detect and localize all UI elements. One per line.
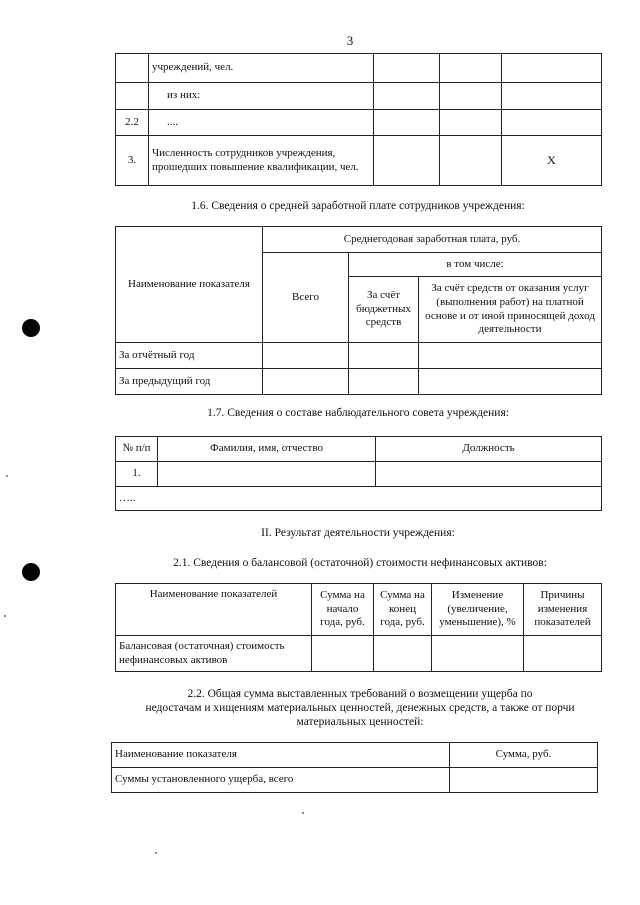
- row-label: из них:: [149, 83, 374, 110]
- row-label: За предыдущий год: [116, 369, 263, 395]
- cell: [440, 136, 502, 186]
- header-paid-services: За счёт средств от оказания услуг (выполнения работ) на платной основе и от иной приносящей доход деятельности: [419, 277, 602, 343]
- cell: [376, 462, 602, 487]
- cell: [440, 54, 502, 83]
- cell: [419, 369, 602, 395]
- cell: [502, 110, 602, 136]
- cell: [502, 54, 602, 83]
- header-sum: Сумма, руб.: [450, 743, 598, 768]
- damage-claims-table: [111, 742, 598, 793]
- table-row: [116, 343, 602, 369]
- cell: [440, 83, 502, 110]
- table-row: [116, 369, 602, 395]
- section-2-title: II. Результат деятельности учреждения:: [261, 527, 455, 539]
- cell: [524, 636, 602, 672]
- row-number: 1.: [116, 462, 158, 487]
- header-position: Должность: [376, 437, 602, 462]
- cell: [263, 343, 349, 369]
- row-label: Суммы установленного ущерба, всего: [112, 768, 450, 793]
- header-end-sum: Сумма на конец года, руб.: [374, 584, 432, 636]
- staff-table-continuation: [115, 53, 602, 186]
- header-salary-group: Среднегодовая заработная плата, руб.: [263, 227, 602, 253]
- row-label: ....: [149, 110, 374, 136]
- section-2-1-title: 2.1. Сведения о балансовой (остаточной) стоимости нефинансовых активов:: [173, 557, 547, 569]
- table-row: [116, 54, 602, 83]
- cell: [450, 768, 598, 793]
- page-number: 3: [346, 33, 354, 48]
- scan-speck: [6, 475, 8, 477]
- row-label: За отчётный год: [116, 343, 263, 369]
- cell: [374, 636, 432, 672]
- ellipsis-row: …..: [116, 487, 602, 511]
- header-indicators: Наименование показателей: [116, 584, 312, 636]
- cell: [349, 369, 419, 395]
- header-full-name: Фамилия, имя, отчество: [158, 437, 376, 462]
- cell: [158, 462, 376, 487]
- cell: [502, 83, 602, 110]
- header-indicator: Наименование показателя: [112, 743, 450, 768]
- table-row: [116, 136, 602, 186]
- punch-hole-top: [22, 319, 40, 337]
- salary-table: [115, 226, 602, 395]
- row-label: Численность сотрудников учреждения, прошедших повышение квалификации, чел.: [149, 136, 374, 186]
- section-2-2-title-line-1: 2.2. Общая сумма выставленных требований о возмещении ущерба по: [187, 688, 533, 700]
- cell: [263, 369, 349, 395]
- cell: [374, 54, 440, 83]
- cell: [374, 136, 440, 186]
- scan-speck: [302, 812, 304, 814]
- row-number: [116, 83, 149, 110]
- cell: [349, 343, 419, 369]
- cell: [312, 636, 374, 672]
- table-row: [116, 110, 602, 136]
- row-number: 3.: [116, 136, 149, 186]
- nonfinancial-assets-table: [115, 583, 602, 672]
- header-including: в том числе:: [349, 253, 602, 277]
- header-number: № п/п: [116, 437, 158, 462]
- section-1-7-title: 1.7. Сведения о составе наблюдательного совета учреждения:: [207, 407, 509, 419]
- header-start-sum: Сумма на начало года, руб.: [312, 584, 374, 636]
- header-change: Изменение (увеличение, уменьшение), %: [432, 584, 524, 636]
- table-row: [112, 768, 598, 793]
- table-row: [116, 83, 602, 110]
- table-row: [116, 462, 602, 487]
- supervisory-board-table: [115, 436, 602, 511]
- row-number: 2.2: [116, 110, 149, 136]
- punch-hole-bottom: [22, 563, 40, 581]
- header-reasons: Причины изменения показателей: [524, 584, 602, 636]
- row-label: Балансовая (остаточная) стоимость нефинансовых активов: [116, 636, 312, 672]
- cell: [419, 343, 602, 369]
- row-number: [116, 54, 149, 83]
- header-budget-funds: За счёт бюджетных средств: [349, 277, 419, 343]
- table-row: [116, 487, 602, 511]
- cell: [374, 110, 440, 136]
- section-2-2-title-line-3: материальных ценностей:: [296, 716, 424, 728]
- header-total: Всего: [263, 253, 349, 343]
- scan-speck: [155, 852, 157, 854]
- cell: X: [502, 136, 602, 186]
- section-2-2-title-line-2: недостачам и хищениям материальных ценностей, денежных средств, а также от порчи: [145, 702, 575, 714]
- header-name-column: Наименование показателя: [116, 227, 263, 343]
- table-row: [116, 636, 602, 672]
- cell: [440, 110, 502, 136]
- cell: [374, 83, 440, 110]
- scan-speck: [4, 615, 6, 617]
- cell: [432, 636, 524, 672]
- row-label: учреждений, чел.: [149, 54, 374, 83]
- section-1-6-title: 1.6. Сведения о средней заработной плате сотрудников учреждения:: [191, 200, 525, 212]
